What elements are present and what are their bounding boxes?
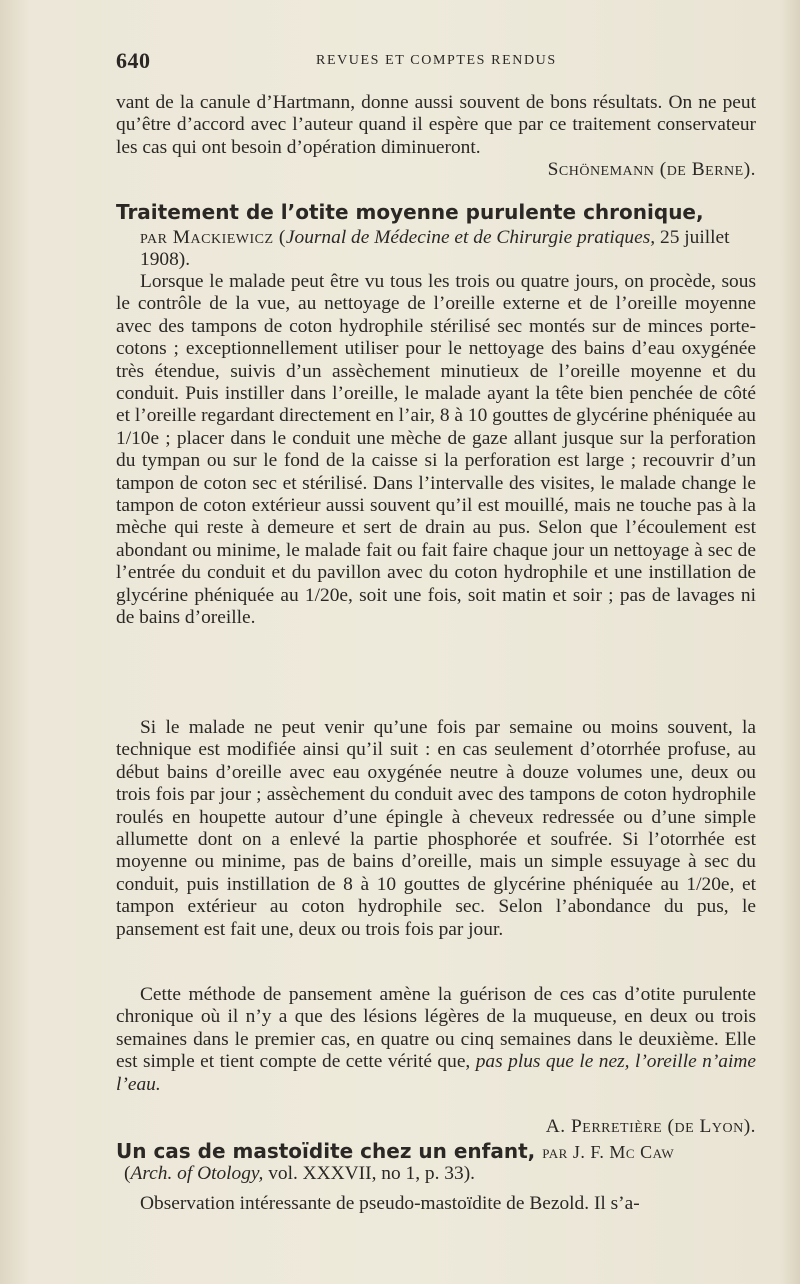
ref-journal: Arch. of Otology, — [130, 1163, 264, 1184]
signature-perretiere: A. Perretière (de Lyon). — [545, 1116, 756, 1137]
running-head: REVUES ET COMPTES RENDUS — [316, 53, 557, 68]
paragraph-continuation: vant de la canule d’Hartmann, donne aussi souvent de bons résultats. On ne peut qu’être d’accord avec l’auteur quand il espère que par ce traitement conservateur les cas qui ont besoin d’opération diminueront. — [116, 92, 756, 158]
article-ref-mastoidite: (Arch. of Otology, vol. XXXVII, no 1, p. 33). — [124, 1163, 475, 1184]
article-byline-mastoidite: par J. F. Mc Caw — [542, 1142, 675, 1162]
byline-author: par Mackiewicz ( — [140, 227, 286, 248]
article-title-mastoidite-text: Un cas de mastoïdite chez un enfant, — [116, 1139, 536, 1163]
paragraph-observation: Observation intéressante de pseudo-mastoïdite de Bezold. Il s’a- — [140, 1193, 640, 1214]
article-title-otite-text: Traitement de l’otite moyenne purulente chronique, — [116, 200, 704, 224]
article-byline-otite — [116, 227, 756, 272]
page-number: 640 — [116, 48, 151, 73]
byline-journal: Journal de Médecine et de Chirurgie pratiques, — [285, 227, 656, 248]
signature-schonemann: Schönemann (de Berne). — [547, 159, 756, 180]
ref-volume: vol. XXXVII, no 1, p. 33). — [268, 1163, 475, 1184]
paragraph-conclusion — [116, 984, 756, 1096]
paragraph-technique: Si le malade ne peut venir qu’une fois par semaine ou moins souvent, la technique est modifiée ainsi qu’il suit : en cas seulement d’otorrhée profuse, au début bains d’oreille avec eau oxygénée neutre à douze volumes une, deux ou trois fois par jour ; assèchement du conduit avec des tampons de coton hydrophile roulés en houpette autour d’une épingle à cheveux redressée ou d’une simple allumette dont on a enlevé la partie phosphorée et soufrée. Si l’otorrhée est moyenne ou minime, pas de bains d’oreille, mais un simple essuyage à sec du conduit, puis instillation de 8 à 10 gouttes de glycérine phéniquée au 1/20e, et tampon extérieur au coton hydrophile sec. Selon l’abondance du pus, le pansement est fait une, deux ou trois fois par jour. — [116, 717, 756, 940]
conclusion-quote: pas plus que le nez, l’oreille n’aime l’eau. — [116, 1051, 756, 1095]
article-title-mastoidite — [116, 1139, 756, 1163]
byline-date: 25 juillet 1908). — [140, 227, 730, 271]
conclusion-text: Cette méthode de pansement amène la guérison de ces cas d’otite purulente chronique où il n’y a que des lésions légères de la muqueuse, en deux ou trois semaines dans le premier cas, en quatre ou cinq semaines dans le deuxième. Elle est simple et tient compte de cette vérité que, — [116, 984, 756, 1073]
page-header — [116, 48, 756, 72]
paragraph-treatment: Lorsque le malade peut être vu tous les trois ou quatre jours, on procède, sous le contrôle de la vue, au nettoyage de l’oreille externe et de l’oreille moyenne avec des tampons de coton hydrophile stérilisé sec montés sur de minces porte-cotons ; exceptionnellement utiliser pour le nettoyage des bains d’eau oxygénée très étendue, suivis d’un assèchement minutieux de l’oreille moyenne et du conduit. Puis instiller dans l’oreille, le malade ayant la tête bien penchée de côté et l’oreille regardant directement en l’air, 8 à 10 gouttes de glycérine phéniquée au 1/10e ; placer dans le conduit une mèche de gaze allant jusque sur la perforation du tympan ou sur le fond de la caisse si la perforation est large ; recouvrir d’un tampon de coton sec et stérilisé. Dans l’intervalle des visites, le malade change le tampon de coton extérieur aussi souvent qu’il est mouillé, mais ne touche pas à la mèche qui reste à demeure et sert de drain au pus. Selon que l’écoulement est abondant ou minime, le malade fait ou fait faire chaque jour un nettoyage à sec de l’entrée du conduit et du pavillon avec du coton hydrophile et une instillation de glycérine phéniquée au 1/20e, soit une fois, soit matin et soir ; pas de lavages ni de bains d’oreille. — [116, 271, 756, 629]
article-title-otite — [116, 200, 756, 224]
